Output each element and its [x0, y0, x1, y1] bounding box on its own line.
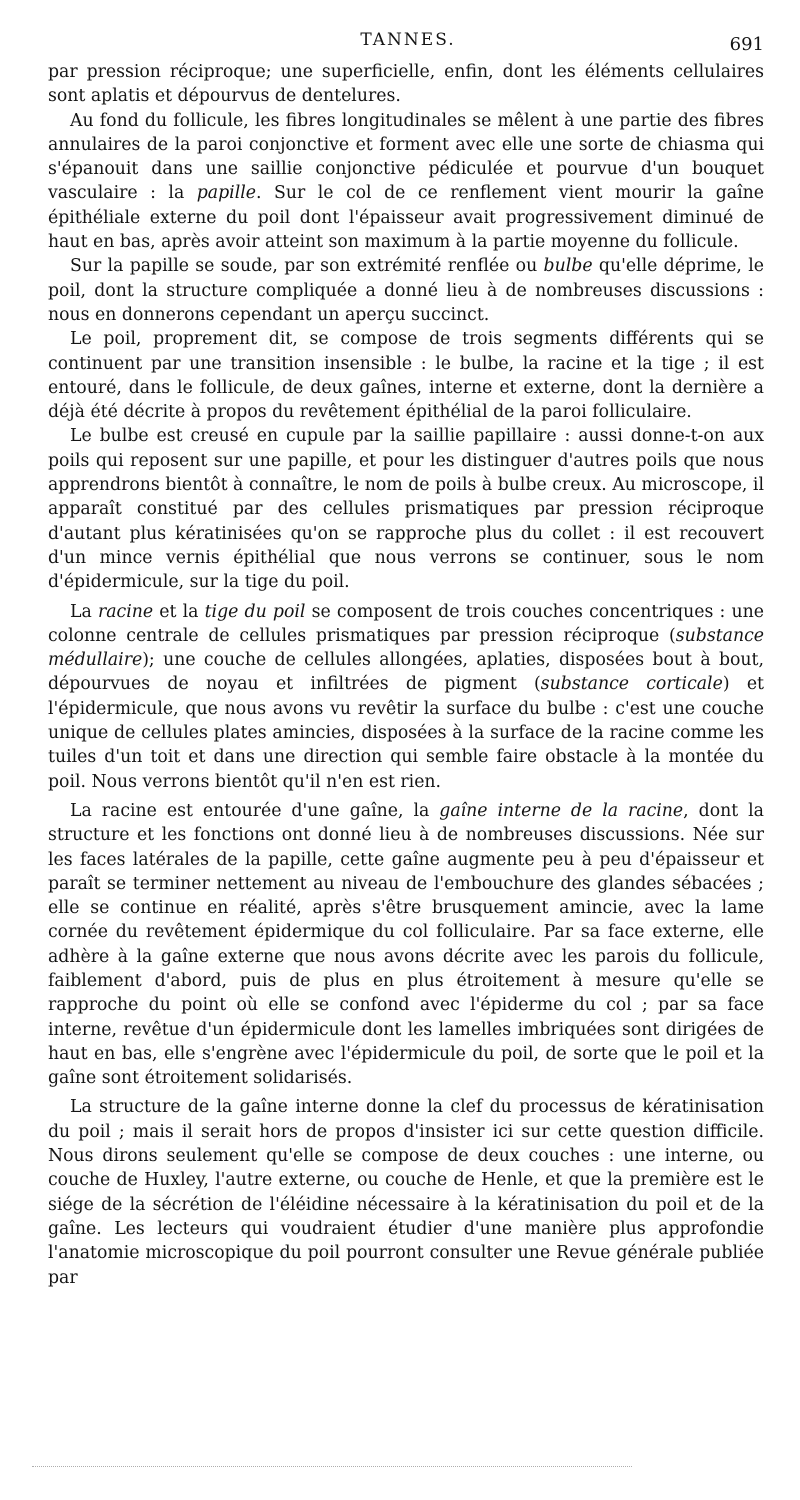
- paragraph-text: . Sur le col de ce renflement vient mourir la gaîne épithéliale externe du poil dont l'épaisseur avait progressivement diminué de haut en bas, après avoir atteint son maximum à la partie moyenne du follicule.: [48, 183, 764, 253]
- paragraph-text: Au fond du follicule, les fibres longitudinales se mêlent à une partie des fibres annulaires de la paroi conjonctive et forment avec elle une sorte de chiasma qui s'épanouit dans une saillie conjonctive pédiculée et pourvue d'un bouquet vasculaire : la: [48, 110, 764, 204]
- running-title: TANNES.: [360, 30, 456, 50]
- paragraph-text: La structure de la gaîne interne donne la clef du processus de kératinisation du poil ; mais il serait hors de propos d'insister ici sur cette question difficile. Nous dirons seulement qu'elle se compose de deux couches : une interne, ou couche de Huxley, l'autre externe, ou couche de Henle, et que la première est le siége de la sécrétion de l'éléidine nécessaire à la kératinisation du poil et de la gaîne. Les lecteurs qui voudraient étudier d'une manière plus approfondie l'anatomie microscopique du poil pourront consulter une Revue générale publiée par: [48, 1097, 764, 1288]
- paragraph-7: [48, 799, 764, 1091]
- paragraph-text: et la: [153, 601, 205, 622]
- running-head: [48, 30, 768, 54]
- paragraph-8: [48, 1095, 764, 1289]
- footer-rule: [32, 1466, 632, 1467]
- paragraph-text: qu'elle déprime, le poil, dont la structure compliquée a donné lieu à de nombreuses discussions : nous en donnerons cependant un aperçu succinct.: [48, 256, 764, 325]
- page-number: 691: [729, 34, 764, 55]
- paragraph-text: Sur la papille se soude, par son extrémité renflée ou: [70, 256, 544, 277]
- paragraph-text: ); une couche de cellules allongées, aplaties, disposées bout à bout, dépourvues de noyau et infiltrées de pigment (: [48, 650, 764, 695]
- paragraph-4: [48, 327, 764, 424]
- paragraph-text: par pression réciproque; une superficielle, enfin, dont les éléments cellulaires sont aplatis et dépourvus de dentelures.: [48, 62, 764, 107]
- italic-term-papille: papille: [196, 183, 256, 204]
- paragraph-text: La: [70, 601, 98, 622]
- italic-term-gaine-interne: gaîne interne de la racine: [439, 800, 684, 821]
- paragraph-5: [48, 424, 764, 594]
- paragraph-text: se composent de trois couches concentriques : une colonne centrale de cellules prismatiques par pression réciproque (: [48, 601, 764, 646]
- italic-term-racine: racine: [97, 601, 154, 622]
- paragraph-6: [48, 600, 764, 794]
- italic-term-substance-corticale: substance corticale: [540, 674, 723, 695]
- body-text: [48, 60, 764, 1290]
- paragraph-3: [48, 254, 764, 327]
- italic-term-tige-du-poil: tige du poil: [204, 601, 306, 622]
- paragraph-2: [48, 109, 764, 255]
- paragraph-text: , dont la structure et les fonctions ont donné lieu à de nombreuses discussions. Née sur les faces latérales de la papille, cette gaîne augmente peu à peu d'épaisseur et paraît se terminer nettement au niveau de l'embouchure des glandes sébacées ; elle se continue en réalité, après s'être brusquement amincie, avec la lame cornée du revêtement épidermique du col folliculaire. Par sa face externe, elle adhère à la gaîne externe que nous avons décrite avec les parois du follicule, faiblement d'abord, puis de plus en plus étroitement à mesure qu'elle se rapproche du point où elle se confond avec l'épiderme du col ; par sa face interne, revêtue d'un épidermicule dont les lamelles imbriquées sont dirigées de haut en bas, elle s'engrène avec l'épidermicule du poil, de sorte que le poil et la gaîne sont étroitement solidarisés.: [48, 800, 764, 1089]
- paragraph-text: ) et l'épidermicule, que nous avons vu revêtir la surface du bulbe : c'est une couche unique de cellules plates amincies, disposées à la surface de la racine comme les tuiles d'un toit et dans une direction qui semble faire obstacle à la montée du poil. Nous verrons bientôt qu'il n'en est rien.: [48, 674, 764, 792]
- paragraph-text: Le bulbe est creusé en cupule par la saillie papillaire : aussi donne-t-on aux poils qui reposent sur une papille, et pour les distinguer d'autres poils que nous apprendrons bientôt à connaître, le nom de poils à bulbe creux. Au microscope, il apparaît constitué par des cellules prismatiques par pression réciproque d'autant plus kératinisées qu'on se rapproche plus du collet : il est recouvert d'un mince vernis épithélial que nous verrons se continuer, sous le nom d'épidermicule, sur la tige du poil.: [48, 426, 764, 593]
- paragraph-1: [48, 60, 764, 109]
- paragraph-text: Le poil, proprement dit, se compose de trois segments différents qui se continuent par une transition insensible : le bulbe, la racine et la tige ; il est entouré, dans le follicule, de deux gaînes, interne et externe, dont la dernière a déjà été décrite à propos du revêtement épithélial de la paroi folliculaire.: [48, 329, 764, 423]
- italic-term-bulbe: bulbe: [543, 256, 593, 277]
- italic-term-substance-medullaire: substance médullaire: [48, 625, 764, 671]
- paragraph-text: La racine est entourée d'une gaîne, la: [70, 800, 440, 821]
